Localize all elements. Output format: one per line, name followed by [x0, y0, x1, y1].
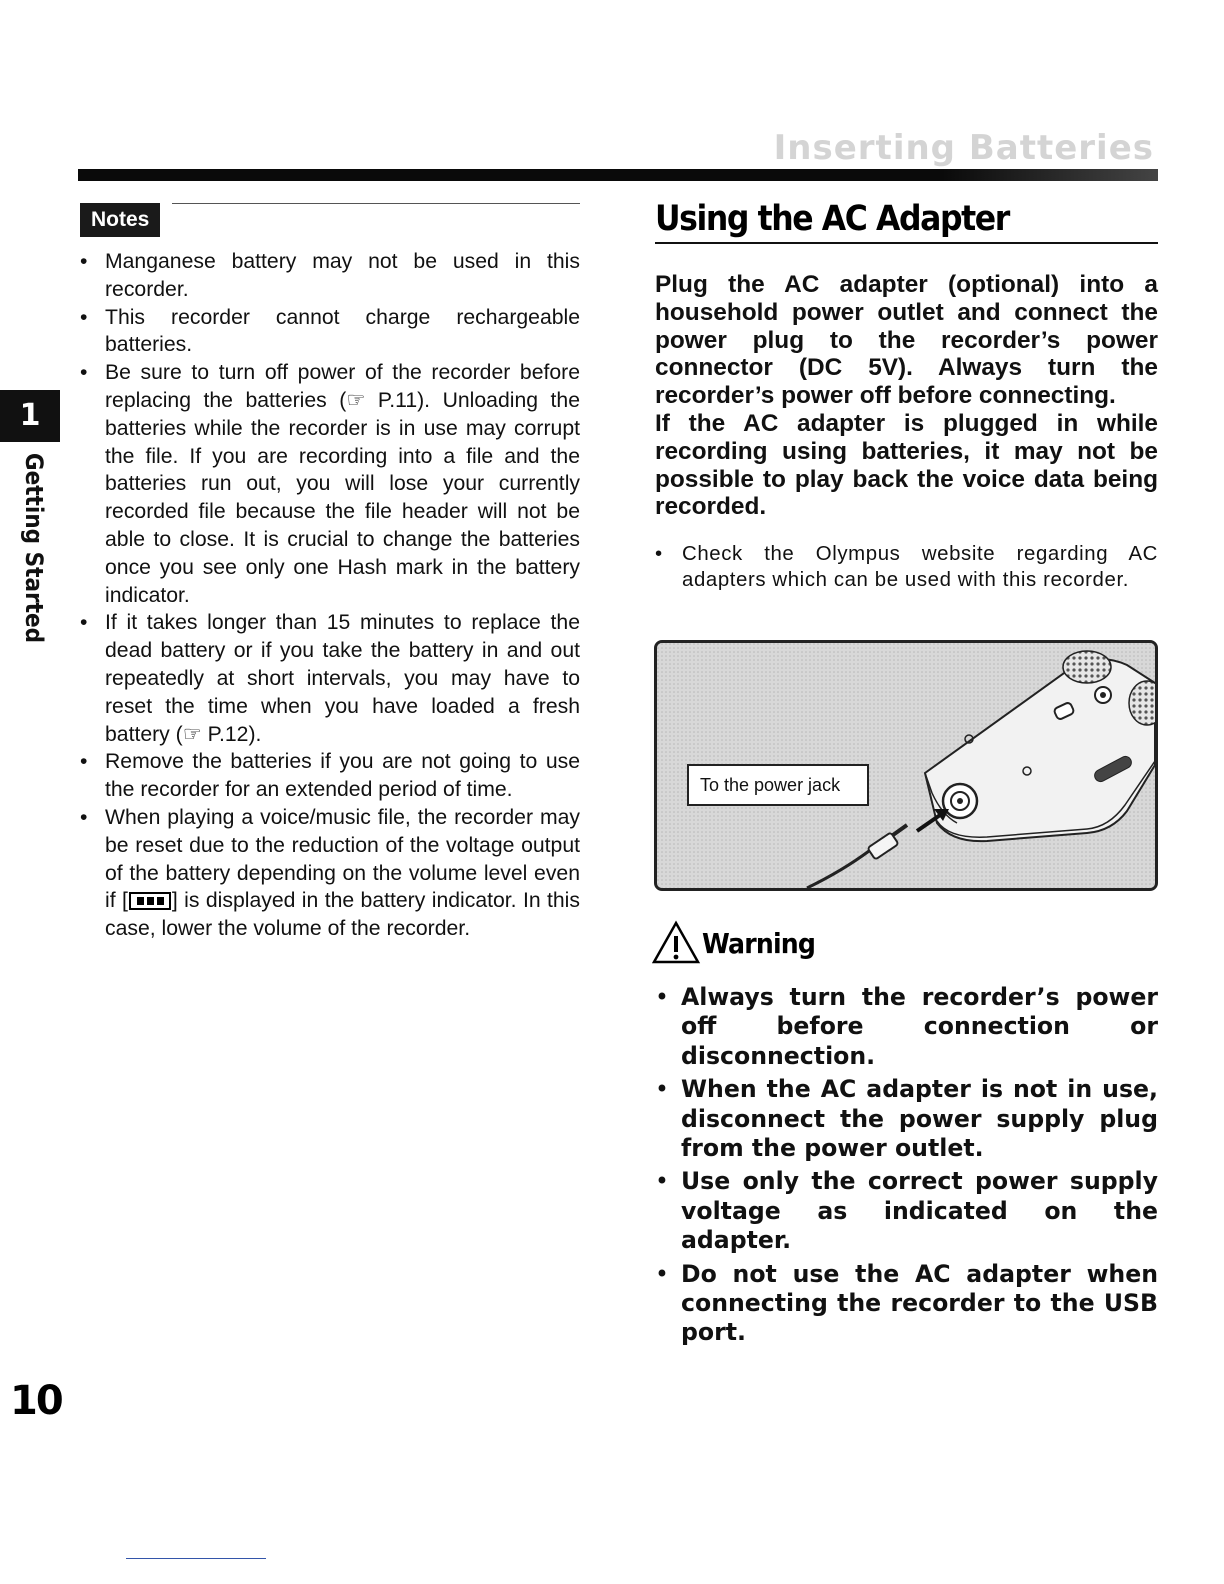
page-number: 10	[10, 1378, 62, 1424]
header-rule	[78, 169, 1158, 181]
note-item: • When playing a voice/music file, the recorder may be reset due to the reduction of the voltage output of the battery depending on the volume level even if [ ] is displayed in the battery indicator. In this case, lower the volume of the recorder.	[80, 804, 580, 943]
warning-item: • When the AC adapter is not in use, disconnect the power supply plug from the power outlet.	[655, 1075, 1158, 1163]
instruction-paragraph: If the AC adapter is plugged in while recording using batteries, it may not be possible to play back the voice data being recorded.	[655, 409, 1158, 521]
warning-item: • Always turn the recorder’s power off before connection or disconnection.	[655, 983, 1158, 1071]
page-reference-icon: ☞	[182, 722, 202, 746]
notes-list	[80, 248, 580, 943]
check-note: • Check the Olympus website regarding AC adapters which can be used with this recorder.	[655, 541, 1158, 593]
power-jack-callout: To the power jack	[687, 764, 869, 806]
battery-full-icon	[129, 892, 171, 910]
warning-list	[655, 983, 1158, 1352]
notes-divider	[172, 203, 580, 204]
chapter-number-tab: 1	[0, 390, 60, 442]
note-item: • Manganese battery may not be used in this recorder.	[80, 248, 580, 304]
chapter-label: Getting Started	[20, 452, 48, 644]
notes-badge: Notes	[80, 203, 160, 237]
footer-rule	[126, 1558, 266, 1559]
section-title: Using the AC Adapter	[655, 196, 1158, 244]
page-reference-icon: ☞	[346, 388, 366, 412]
instruction-paragraph: Plug the AC adapter (optional) into a household power outlet and connect the power plug to the recorder’s power connector (DC 5V). Always turn the recorder’s power off before connecting.	[655, 271, 1158, 410]
warning-triangle-icon	[652, 920, 702, 966]
header-title: Inserting Batteries	[773, 128, 1154, 168]
instruction-text	[655, 271, 1158, 521]
warning-title: Warning	[702, 927, 816, 960]
warning-item: • Do not use the AC adapter when connecting the recorder to the USB port.	[655, 1260, 1158, 1348]
note-item: • Be sure to turn off power of the recorder before replacing the batteries (☞ P.11). Unloading the batteries while the recorder is in use may corrupt the file. If you are recording into a file and the batteries run out, you will lose your currently recorded file because the file header will not be able to close. It is crucial to change the batteries once you see only one Hash mark in the battery indicator.	[80, 359, 580, 609]
note-item: • If it takes longer than 15 minutes to replace the dead battery or if you take the battery in and out repeatedly at short intervals, you may have to reset the time when you have loaded a fresh battery (☞ P.12).	[80, 609, 580, 748]
note-item: • This recorder cannot charge rechargeable batteries.	[80, 304, 580, 360]
warning-item: • Use only the correct power supply voltage as indicated on the adapter.	[655, 1167, 1158, 1255]
note-item: • Remove the batteries if you are not going to use the recorder for an extended period of time.	[80, 748, 580, 804]
notes-header	[80, 203, 580, 239]
